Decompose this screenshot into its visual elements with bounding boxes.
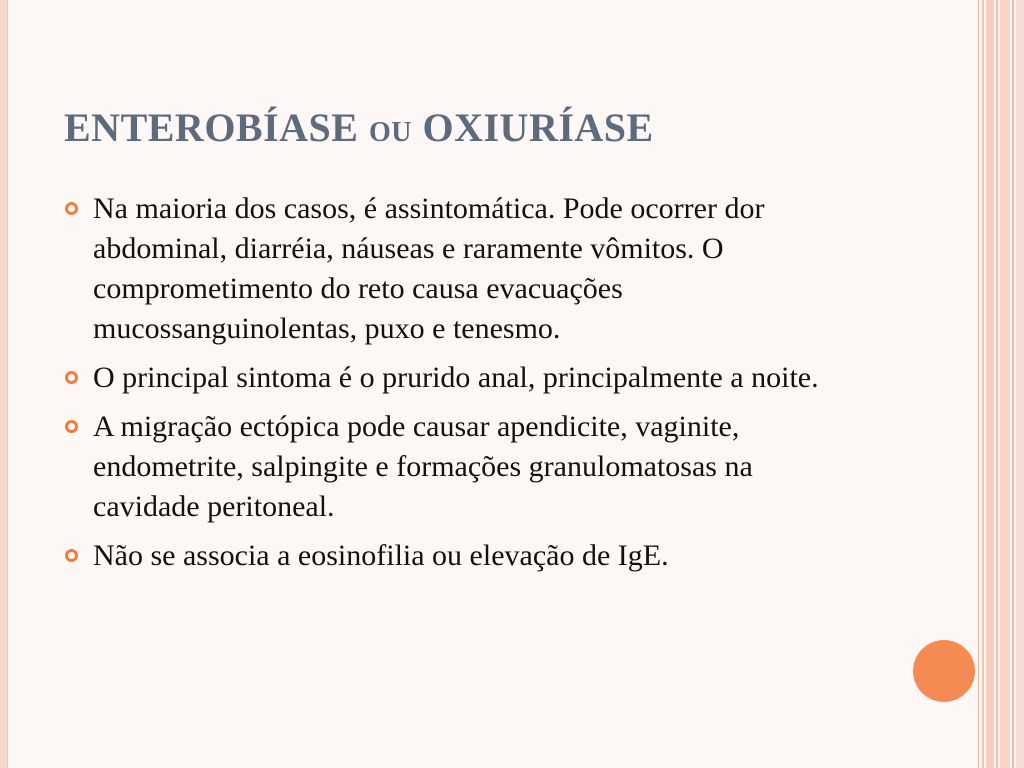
bullet-text: Na maioria dos casos, é assintomática. Pode ocorrer dor abdominal, diarréia, náuseas e raramente vômitos. O comprometimento do reto causa evacuações mucossanguinolentas, puxo e tenesmo. (93, 192, 765, 345)
orange-circle-decoration (913, 640, 975, 702)
ring-bullet-icon (65, 420, 78, 433)
right-stripe-decoration (986, 0, 994, 768)
right-stripe-decoration (1000, 0, 1010, 768)
bullet-text: Não se associa a eosinofilia ou elevação de IgE. (93, 539, 669, 572)
bullet-item (62, 407, 862, 527)
title-connector: OU (368, 117, 412, 148)
slide-title (64, 104, 654, 151)
bullet-item (62, 536, 862, 576)
ring-bullet-icon (65, 202, 78, 215)
right-stripe-decoration (978, 0, 979, 768)
bullet-text: O principal sintoma é o prurido anal, principalmente a noite. (93, 361, 819, 394)
right-stripe-decoration (996, 0, 998, 768)
title-part-2: OXIURÍASE (411, 105, 654, 150)
bullet-item (62, 358, 862, 398)
bullet-list (62, 189, 862, 585)
left-border-decoration (0, 0, 8, 768)
ring-bullet-icon (65, 371, 78, 384)
ring-bullet-icon (65, 549, 78, 562)
right-stripe-decoration (1012, 0, 1014, 768)
title-part-1: ENTEROBÍASE (64, 105, 369, 150)
bullet-item (62, 189, 862, 349)
right-stripe-decoration (1016, 0, 1024, 768)
right-stripe-decoration (982, 0, 984, 768)
bullet-text: A migração ectópica pode causar apendicite, vaginite, endometrite, salpingite e formações granulomatosas na cavidade peritoneal. (93, 410, 753, 523)
